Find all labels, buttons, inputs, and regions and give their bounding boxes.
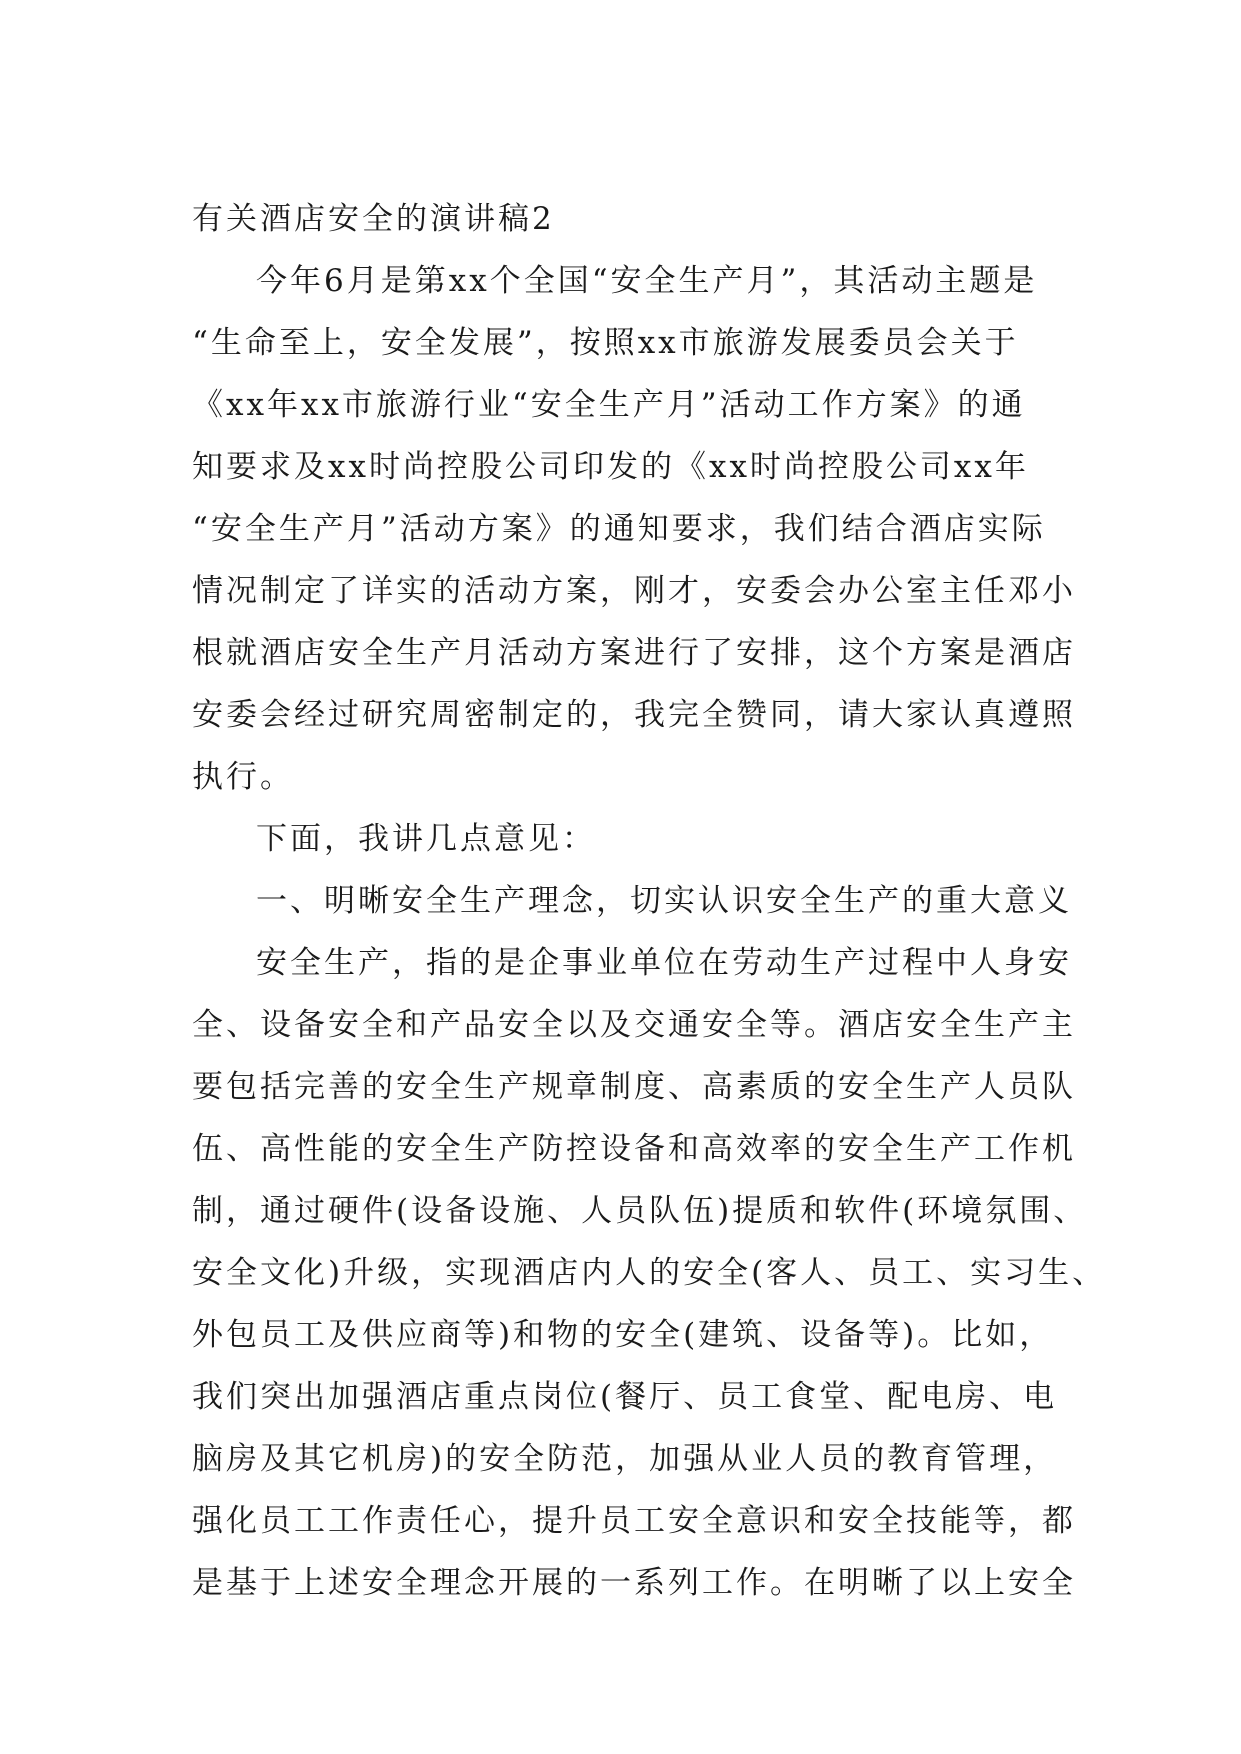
paragraph-line: 执行。 (192, 759, 294, 795)
paragraph-line: 《xx年xx市旅游行业“安全生产月”活动工作方案》的通 (192, 387, 1026, 423)
paragraph-line: 今年6月是第xx个全国“安全生产月”，其活动主题是 (256, 263, 1038, 299)
paragraph-line: 全、设备安全和产品安全以及交通安全等。酒店安全生产主 (192, 1007, 1076, 1043)
paragraph-line: 要包括完善的安全生产规章制度、高素质的安全生产人员队 (192, 1069, 1076, 1105)
paragraph-line: “生命至上，安全发展”，按照xx市旅游发展委员会关于 (192, 325, 1019, 361)
paragraph-line: 根就酒店安全生产月活动方案进行了安排，这个方案是酒店 (192, 635, 1076, 671)
paragraph-line: 下面，我讲几点意见： (256, 821, 596, 857)
paragraph-line: 知要求及xx时尚控股公司印发的《xx时尚控股公司xx年 (192, 449, 1029, 485)
paragraph-line: 强化员工工作责任心，提升员工安全意识和安全技能等，都 (192, 1503, 1076, 1539)
document-title: 有关酒店安全的演讲稿2 (192, 201, 555, 237)
paragraph-line: 安全文化)升级，实现酒店内人的安全(客人、员工、实习生、 (192, 1255, 1107, 1291)
paragraph-line: 是基于上述安全理念开展的一系列工作。在明晰了以上安全 (192, 1565, 1076, 1601)
paragraph-line: 脑房及其它机房)的安全防范，加强从业人员的教育管理， (192, 1441, 1058, 1477)
section-heading: 一、明晰安全生产理念，切实认识安全生产的重大意义 (256, 883, 1072, 919)
paragraph-line: “安全生产月”活动方案》的通知要求，我们结合酒店实际 (192, 511, 1046, 547)
document-page (192, 188, 1107, 1614)
paragraph-line: 情况制定了详实的活动方案，刚才，安委会办公室主任邓小 (192, 573, 1076, 609)
paragraph-line: 伍、高性能的安全生产防控设备和高效率的安全生产工作机 (192, 1131, 1076, 1167)
paragraph-line: 安全生产，指的是企事业单位在劳动生产过程中人身安 (256, 945, 1072, 981)
paragraph-line: 制，通过硬件(设备设施、人员队伍)提质和软件(环境氛围、 (192, 1193, 1088, 1229)
paragraph-line: 安委会经过研究周密制定的，我完全赞同，请大家认真遵照 (192, 697, 1076, 733)
paragraph-line: 我们突出加强酒店重点岗位(餐厅、员工食堂、配电房、电 (192, 1379, 1058, 1415)
paragraph-line: 外包员工及供应商等)和物的安全(建筑、设备等)。比如， (192, 1317, 1054, 1353)
